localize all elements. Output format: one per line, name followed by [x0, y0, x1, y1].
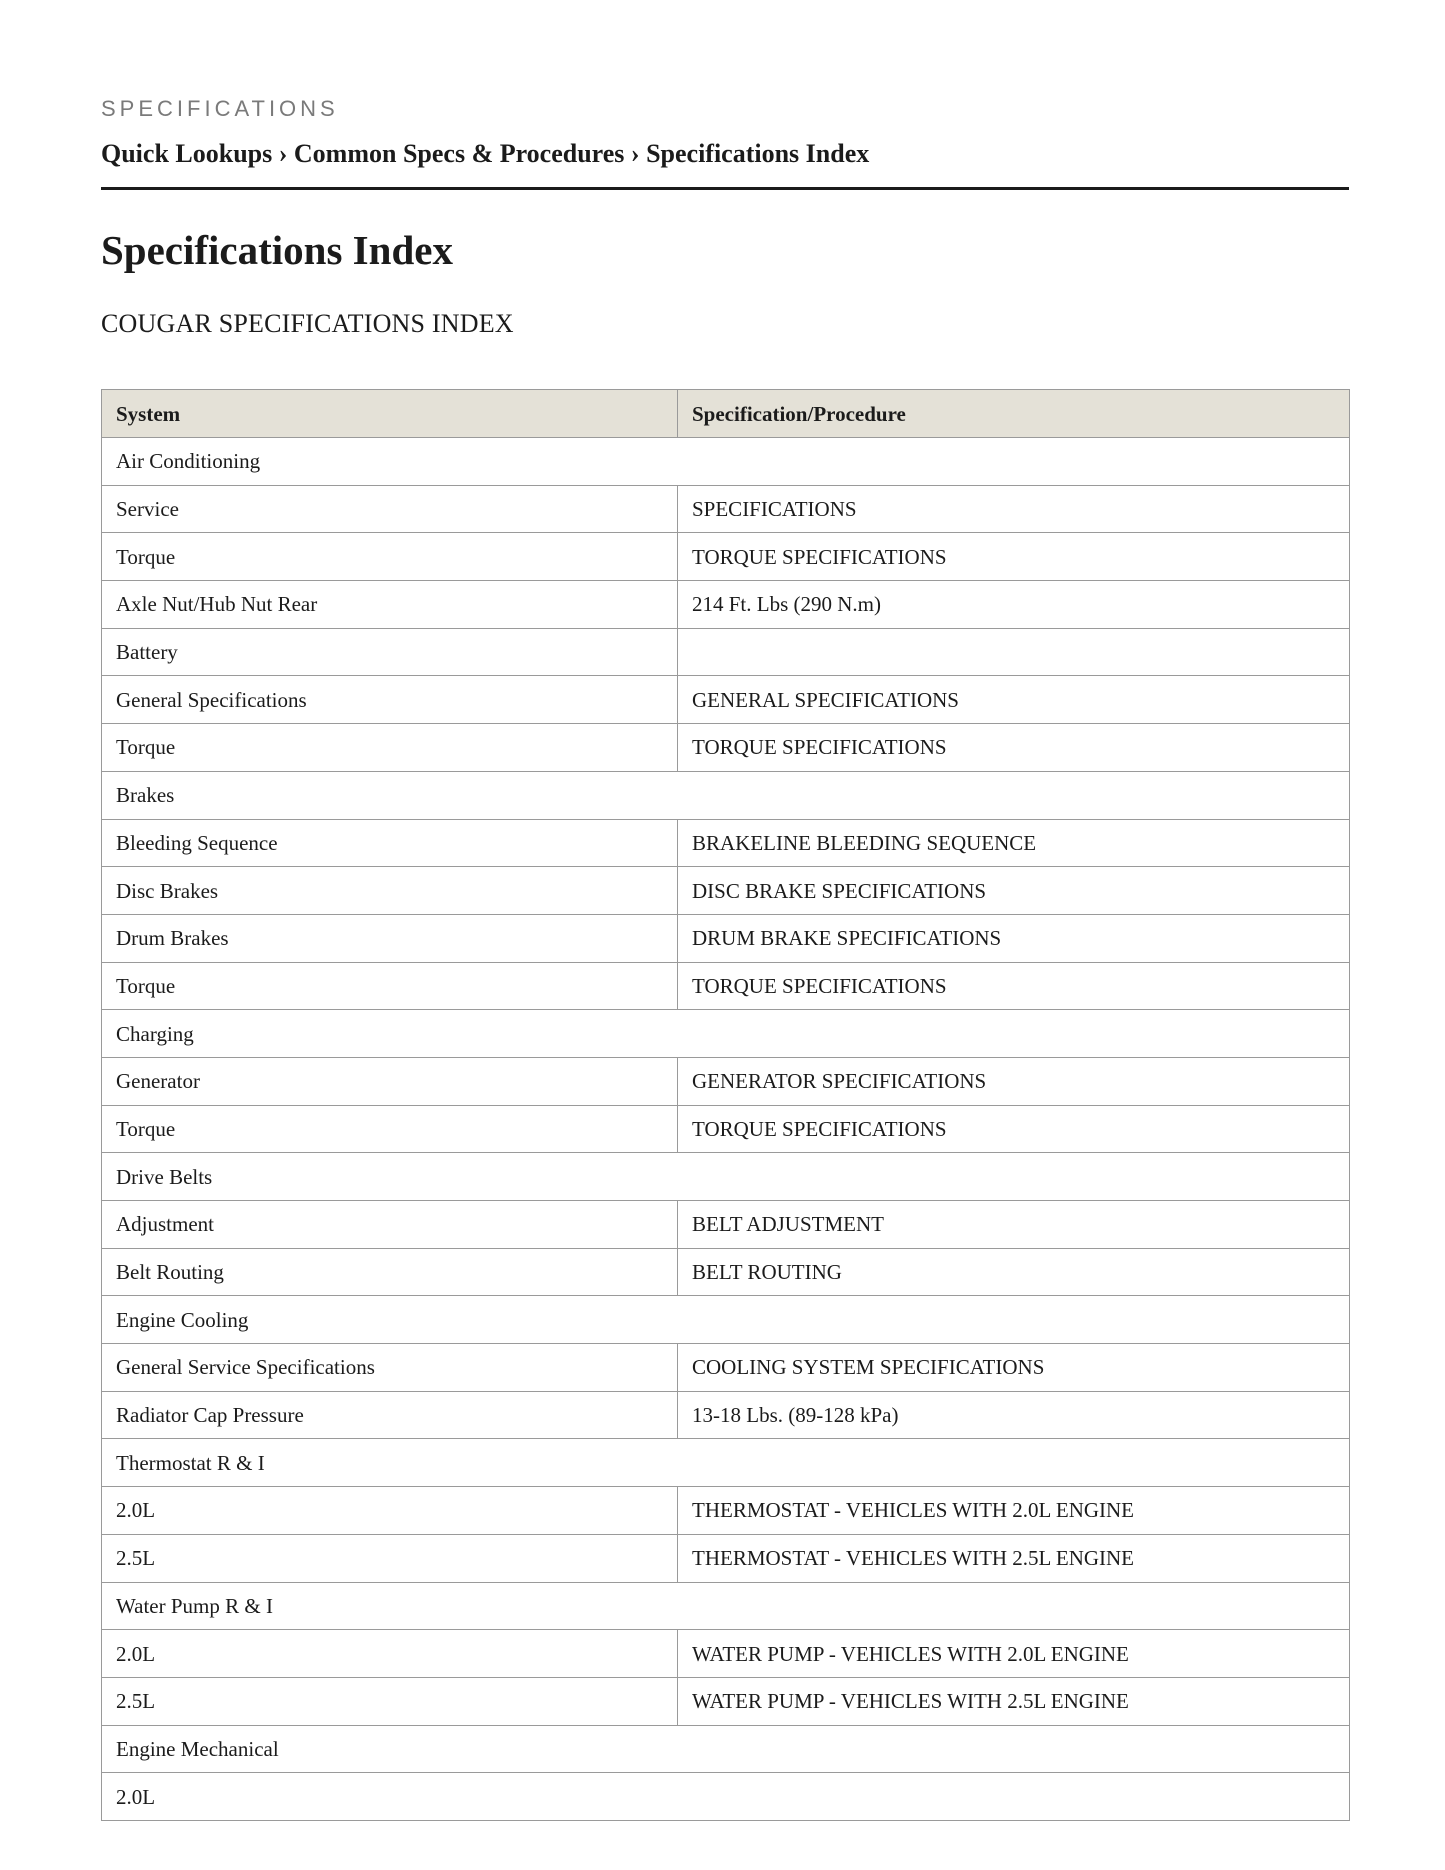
column-header-system: System — [102, 390, 678, 438]
specifications-table — [101, 389, 1350, 1821]
spec-cell: 13-18 Lbs. (89-128 kPa) — [678, 1391, 1350, 1439]
table-section-row — [102, 1582, 1350, 1630]
system-cell: Battery — [102, 628, 678, 676]
table-row — [102, 533, 1350, 581]
table-row — [102, 1105, 1350, 1153]
page-subtitle: COUGAR SPECIFICATIONS INDEX — [101, 309, 514, 338]
system-cell: Brakes — [102, 771, 1350, 819]
table-row — [102, 581, 1350, 629]
table-row — [102, 1057, 1350, 1105]
system-cell: Belt Routing — [102, 1248, 678, 1296]
table-row — [102, 485, 1350, 533]
table-row — [102, 676, 1350, 724]
table-header-row — [102, 390, 1350, 438]
page-title: Specifications Index — [101, 227, 453, 273]
system-cell: General Specifications — [102, 676, 678, 724]
table-section-row — [102, 1439, 1350, 1487]
spec-cell: BELT ADJUSTMENT — [678, 1201, 1350, 1249]
system-cell: 2.0L — [102, 1630, 678, 1678]
table-row — [102, 724, 1350, 772]
breadcrumb: Quick Lookups › Common Specs & Procedures › Specifications Index — [101, 139, 870, 168]
header-divider — [101, 187, 1349, 190]
system-cell: Torque — [102, 724, 678, 772]
spec-cell — [678, 628, 1350, 676]
table-row — [102, 1534, 1350, 1582]
system-cell: Service — [102, 485, 678, 533]
system-cell: Torque — [102, 962, 678, 1010]
spec-cell: TORQUE SPECIFICATIONS — [678, 962, 1350, 1010]
spec-cell: COOLING SYSTEM SPECIFICATIONS — [678, 1344, 1350, 1392]
system-cell: General Service Specifications — [102, 1344, 678, 1392]
system-cell: 2.5L — [102, 1534, 678, 1582]
system-cell: 2.0L — [102, 1487, 678, 1535]
table-row — [102, 1201, 1350, 1249]
system-cell: Air Conditioning — [102, 438, 1350, 486]
table-row — [102, 914, 1350, 962]
system-cell: Engine Mechanical — [102, 1725, 1350, 1773]
table-row — [102, 867, 1350, 915]
table-section-row — [102, 1296, 1350, 1344]
table-row — [102, 819, 1350, 867]
system-cell: Drum Brakes — [102, 914, 678, 962]
spec-cell: 214 Ft. Lbs (290 N.m) — [678, 581, 1350, 629]
spec-cell: WATER PUMP - VEHICLES WITH 2.5L ENGINE — [678, 1677, 1350, 1725]
system-cell: Thermostat R & I — [102, 1439, 1350, 1487]
system-cell: Radiator Cap Pressure — [102, 1391, 678, 1439]
spec-cell: TORQUE SPECIFICATIONS — [678, 724, 1350, 772]
system-cell: Charging — [102, 1010, 1350, 1058]
table-section-row — [102, 771, 1350, 819]
spec-cell: TORQUE SPECIFICATIONS — [678, 1105, 1350, 1153]
spec-cell: GENERAL SPECIFICATIONS — [678, 676, 1350, 724]
table-row — [102, 1391, 1350, 1439]
table-row — [102, 1677, 1350, 1725]
spec-cell: THERMOSTAT - VEHICLES WITH 2.5L ENGINE — [678, 1534, 1350, 1582]
system-cell: Bleeding Sequence — [102, 819, 678, 867]
table-section-row — [102, 1773, 1350, 1821]
table-row — [102, 1630, 1350, 1678]
spec-cell: GENERATOR SPECIFICATIONS — [678, 1057, 1350, 1105]
system-cell: 2.0L — [102, 1773, 1350, 1821]
system-cell: Drive Belts — [102, 1153, 1350, 1201]
column-header-spec: Specification/Procedure — [678, 390, 1350, 438]
system-cell: Disc Brakes — [102, 867, 678, 915]
spec-cell: SPECIFICATIONS — [678, 485, 1350, 533]
table-body — [102, 438, 1350, 1821]
table-row — [102, 1248, 1350, 1296]
system-cell: Axle Nut/Hub Nut Rear — [102, 581, 678, 629]
system-cell: Water Pump R & I — [102, 1582, 1350, 1630]
table-row — [102, 628, 1350, 676]
table-section-row — [102, 1153, 1350, 1201]
system-cell: Adjustment — [102, 1201, 678, 1249]
spec-cell: THERMOSTAT - VEHICLES WITH 2.0L ENGINE — [678, 1487, 1350, 1535]
spec-cell: BRAKELINE BLEEDING SEQUENCE — [678, 819, 1350, 867]
spec-cell: DISC BRAKE SPECIFICATIONS — [678, 867, 1350, 915]
spec-cell: WATER PUMP - VEHICLES WITH 2.0L ENGINE — [678, 1630, 1350, 1678]
spec-cell: BELT ROUTING — [678, 1248, 1350, 1296]
system-cell: Torque — [102, 1105, 678, 1153]
system-cell: 2.5L — [102, 1677, 678, 1725]
section-eyebrow: SPECIFICATIONS — [101, 96, 339, 121]
spec-cell: TORQUE SPECIFICATIONS — [678, 533, 1350, 581]
table-section-row — [102, 438, 1350, 486]
table-row — [102, 962, 1350, 1010]
system-cell: Torque — [102, 533, 678, 581]
table-section-row — [102, 1725, 1350, 1773]
table-row — [102, 1344, 1350, 1392]
table-row — [102, 1487, 1350, 1535]
spec-cell: DRUM BRAKE SPECIFICATIONS — [678, 914, 1350, 962]
table-section-row — [102, 1010, 1350, 1058]
system-cell: Generator — [102, 1057, 678, 1105]
system-cell: Engine Cooling — [102, 1296, 1350, 1344]
